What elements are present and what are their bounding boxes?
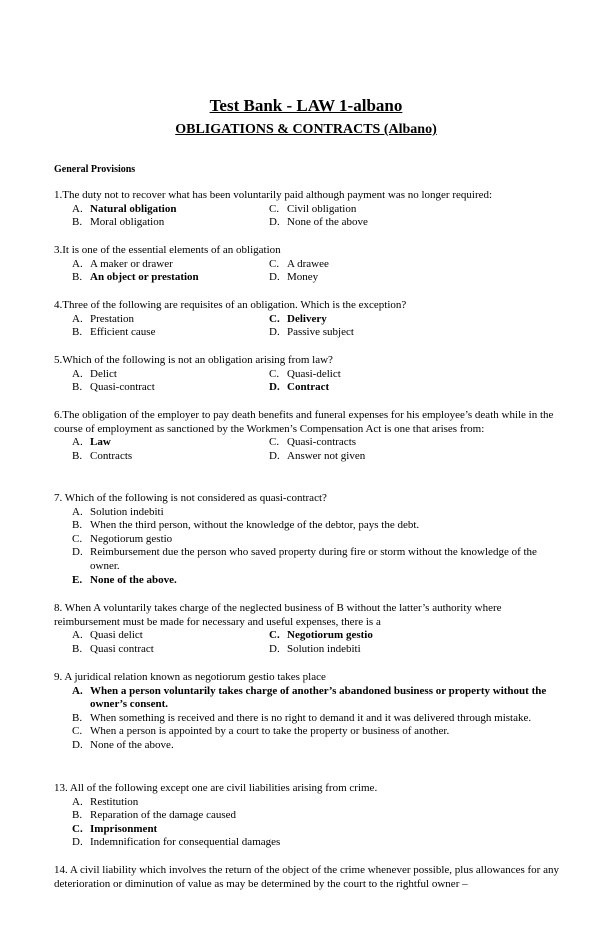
question-13 (54, 782, 564, 850)
question-4 (54, 299, 564, 340)
question-text: 9. A juridical relation known as negotiorum gestio takes place (54, 671, 326, 683)
option-c: C. Quasi-contracts (269, 436, 357, 449)
question-text: 7. Which of the following is not considered as quasi-contract? (54, 492, 327, 504)
option-d: D. None of the above (269, 216, 368, 229)
option-b: B. Quasi contract (72, 642, 154, 655)
option-b: B. Contracts (72, 449, 133, 462)
option-b: B. Efficient cause (72, 326, 156, 339)
option-e: E. None of the above. (72, 573, 177, 586)
option-c: C. Quasi-delict (269, 367, 341, 380)
option-a: A. Natural obligation (72, 202, 177, 215)
question-text: 6.The obligation of the employer to pay death benefits and funeral expenses for his employee’s death while in the course of employment as sanctioned by the Workmen’s Compensation Act is one that arises from: (54, 409, 554, 435)
option-b: B. When the third person, without the knowledge of the debtor, pays the debt. (72, 519, 420, 532)
option-a: A. When a person voluntarily takes charge of another’s abandoned business or property without the owner’s consent. (72, 684, 547, 711)
option-c: C. Negotiorum gestio (269, 629, 373, 642)
page-title: Test Bank - LAW 1-albano (209, 96, 403, 115)
question-7 (54, 492, 564, 587)
question-6 (54, 409, 564, 463)
option-a: A. Delict (72, 367, 117, 380)
option-d: D. Money (269, 271, 319, 284)
question-text: 5.Which of the following is not an obligation arising from law? (54, 354, 333, 366)
option-c: C. A drawee (269, 257, 329, 270)
question-text: 3.It is one of the essential elements of an obligation (54, 244, 281, 256)
option-a: A. Law (72, 436, 111, 449)
question-text: 8. When A voluntarily takes charge of the neglected business of B without the latter’s authority where reimbursement must be made for necessary and useful expenses, there is a (54, 602, 502, 628)
option-c: C. Delivery (269, 312, 327, 325)
option-b: B. Moral obligation (72, 216, 165, 229)
question-3 (54, 244, 564, 285)
question-8 (54, 602, 564, 656)
option-b: B. When something is received and there is no right to demand it and it was delivered through mistake. (72, 711, 532, 724)
option-a: A. Solution indebiti (72, 505, 164, 518)
question-text: 14. A civil liability which involves the return of the object of the crime whenever possible, plus allowances for any deterioration or diminution of value as may be determined by the court to the rightful owner – (54, 864, 559, 890)
question-9 (54, 671, 564, 753)
question-text: 1.The duty not to recover what has been voluntarily paid although payment was no longer required: (54, 189, 493, 201)
option-c: C. When a person is appointed by a court to take the property or business of another. (72, 725, 450, 738)
option-a: A. Prestation (72, 312, 134, 325)
option-d: D. Answer not given (269, 449, 366, 462)
section-heading: General Provisions (54, 164, 136, 175)
option-d: D. Passive subject (269, 326, 354, 339)
option-c: C. Civil obligation (269, 202, 357, 215)
option-a: A. Quasi delict (72, 629, 143, 642)
question-14 (54, 864, 564, 891)
option-a: A. A maker or drawer (72, 257, 173, 270)
option-c: C. Negotiorum gestio (72, 532, 173, 545)
option-b: B. Quasi-contract (72, 381, 155, 394)
option-d: D. Indemnification for consequential damages (72, 836, 281, 849)
question-5 (54, 354, 564, 395)
option-a: A. Restitution (72, 795, 139, 808)
page-subtitle: OBLIGATIONS & CONTRACTS (Albano) (175, 122, 437, 137)
option-d: D. Contract (269, 381, 330, 394)
option-d: D. Solution indebiti (269, 642, 361, 655)
question-text: 13. All of the following except one are civil liabilities arising from crime. (54, 782, 378, 794)
option-b: B. An object or prestation (72, 271, 199, 284)
option-c: C. Imprisonment (72, 822, 158, 835)
question-1 (54, 189, 564, 230)
option-d: D. None of the above. (72, 738, 174, 751)
question-text: 4.Three of the following are requisites of an obligation. Which is the exception? (54, 299, 407, 311)
option-d: D. Reimbursement due the person who saved property during fire or storm without the knowledge of the owner. (72, 546, 537, 572)
option-b: B. Reparation of the damage caused (72, 809, 236, 822)
